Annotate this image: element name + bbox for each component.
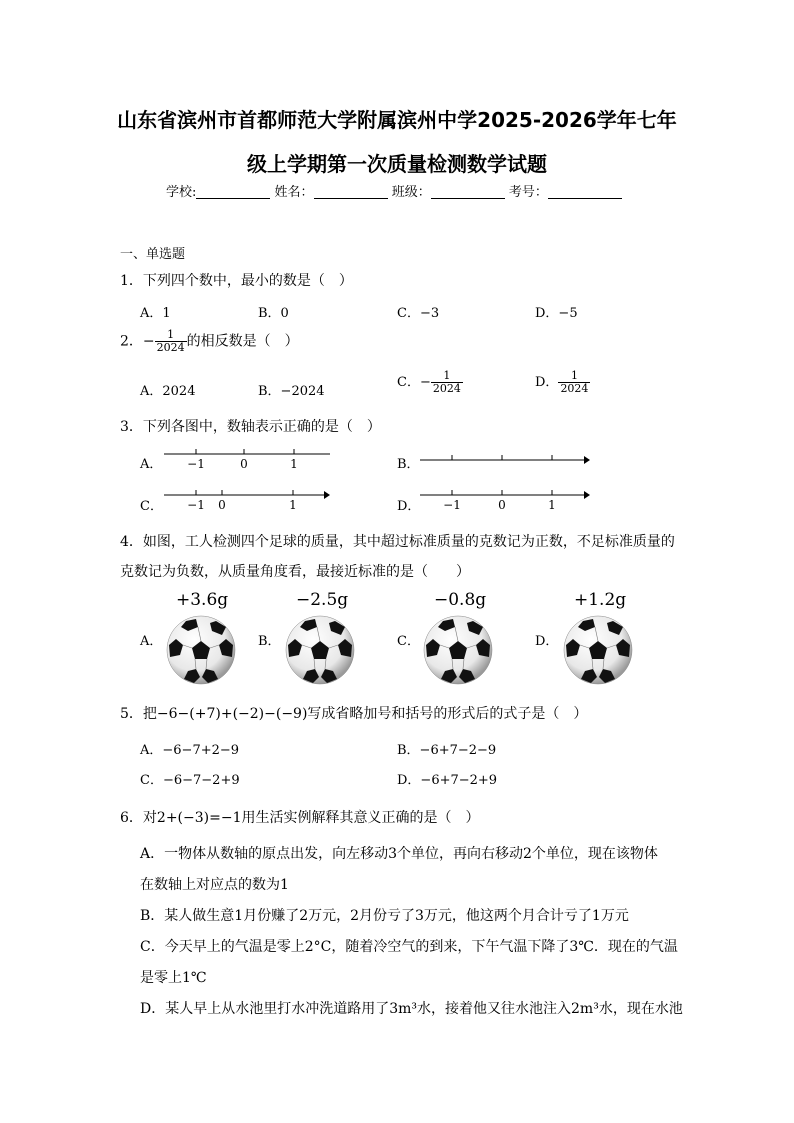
class-label: 班级： bbox=[391, 185, 431, 200]
number-line-a bbox=[160, 445, 335, 475]
tick-label: −1 bbox=[187, 498, 205, 512]
q2-prefix: 2．− bbox=[120, 333, 155, 350]
tick-label: −1 bbox=[443, 498, 461, 512]
q3-option-c[interactable]: C． bbox=[140, 499, 163, 514]
number-label: 考号： bbox=[508, 185, 548, 200]
q2-option-b[interactable]: B．−2024 bbox=[258, 384, 325, 399]
question-3: 3．下列各图中，数轴表示正确的是（ ） bbox=[120, 419, 381, 435]
q6-option-d[interactable]: D．某人早上从水池里打水冲洗道路用了3m³水，接着他又往水池注入2m³水，现在水池 bbox=[140, 1001, 683, 1017]
tick-label: 1 bbox=[290, 457, 298, 471]
question-4-line-2: 克数记为负数，从质量角度看，最接近标准的是（ ） bbox=[120, 564, 470, 580]
q1-option-d[interactable]: D．−5 bbox=[535, 306, 578, 321]
tick-label: −1 bbox=[187, 457, 205, 471]
q4-option-a[interactable]: A． bbox=[140, 634, 163, 649]
class-blank[interactable] bbox=[431, 184, 505, 199]
question-4-line-1: 4．如图，工人检测四个足球的质量，其中超过标准质量的克数记为正数，不足标准质量的 bbox=[120, 534, 675, 550]
q3-option-b[interactable]: B． bbox=[397, 457, 420, 472]
number-line-d bbox=[418, 486, 593, 516]
q6-option-a-line-2[interactable]: 在数轴上对应点的数为1 bbox=[140, 877, 289, 893]
section-title: 一、单选题 bbox=[120, 247, 186, 262]
tick-label: 0 bbox=[498, 498, 506, 512]
q1-option-b[interactable]: B．0 bbox=[258, 306, 289, 321]
q3-option-d[interactable]: D． bbox=[397, 499, 421, 514]
mass-label-d: +1.2g bbox=[574, 590, 627, 610]
number-line-c bbox=[160, 486, 335, 516]
school-label: 学校: bbox=[166, 185, 197, 200]
q2-option-d[interactable]: D． $\frac{1}{2024}$ bbox=[535, 369, 589, 395]
q5-option-d[interactable]: D．−6+7−2+9 bbox=[397, 773, 498, 788]
name-blank[interactable] bbox=[314, 184, 388, 199]
question-6: 6．对2+(−3)=−1用生活实例解释其意义正确的是（ ） bbox=[120, 810, 480, 826]
q6-option-a-line-1[interactable]: A．一物体从数轴的原点出发，向左移动3个单位，再向右移动2个单位，现在该物体 bbox=[140, 846, 658, 862]
q5-option-c[interactable]: C．−6−7−2+9 bbox=[140, 773, 240, 788]
soccer-ball-icon bbox=[563, 615, 633, 685]
q4-option-c[interactable]: C． bbox=[397, 634, 420, 649]
mass-label-c: −0.8g bbox=[434, 590, 487, 610]
q4-option-b[interactable]: B． bbox=[258, 634, 281, 649]
q2-option-a[interactable]: A．2024 bbox=[140, 384, 196, 399]
q2-option-c[interactable]: C．− $\frac{1}{2024}$ bbox=[397, 369, 461, 395]
q6-option-c-line-1[interactable]: C．今天早上的气温是零上2°C，随着冷空气的到来，下午气温下降了3℃．现在的气温 bbox=[140, 939, 678, 955]
question-2 bbox=[120, 329, 299, 354]
q4-option-d[interactable]: D． bbox=[535, 634, 559, 649]
number-line-b bbox=[418, 451, 593, 471]
q5-option-b[interactable]: B．−6+7−2−9 bbox=[397, 743, 497, 758]
question-5: 5．把−6−(+7)+(−2)−(−9)写成省略加号和括号的形式后的式子是（ ） bbox=[120, 706, 588, 722]
q2-fraction: $\frac{1}{2024}$ bbox=[156, 328, 185, 354]
question-1: 1．下列四个数中，最小的数是（ ） bbox=[120, 273, 353, 289]
q3-option-a[interactable]: A． bbox=[140, 457, 163, 472]
q5-option-a[interactable]: A．−6−7+2−9 bbox=[140, 743, 240, 758]
mass-label-a: +3.6g bbox=[176, 590, 229, 610]
title-line-1: 山东省滨州市首都师范大学附属滨州中学2025-2026学年七年 bbox=[117, 108, 677, 132]
name-label: 姓名： bbox=[274, 185, 314, 200]
q1-option-c[interactable]: C．−3 bbox=[397, 306, 440, 321]
q6-option-c-line-2[interactable]: 是零上1℃ bbox=[140, 970, 207, 986]
tick-label: 0 bbox=[218, 498, 226, 512]
tick-label: 1 bbox=[289, 498, 297, 512]
tick-label: 0 bbox=[240, 457, 248, 471]
soccer-ball-icon bbox=[285, 615, 355, 685]
school-blank[interactable] bbox=[196, 184, 270, 199]
tick-label: 1 bbox=[548, 498, 556, 512]
info-line bbox=[166, 181, 622, 200]
mass-label-b: −2.5g bbox=[296, 590, 349, 610]
title-line-2: 级上学期第一次质量检测数学试题 bbox=[247, 152, 547, 176]
number-blank[interactable] bbox=[548, 184, 622, 199]
q6-option-b[interactable]: B．某人做生意1月份赚了2万元，2月份亏了3万元，他这两个月合计亏了1万元 bbox=[140, 908, 629, 924]
soccer-ball-icon bbox=[166, 615, 236, 685]
q1-option-a[interactable]: A．1 bbox=[140, 306, 171, 321]
q2-suffix: 的相反数是（ ） bbox=[186, 333, 299, 350]
soccer-ball-icon bbox=[423, 615, 493, 685]
